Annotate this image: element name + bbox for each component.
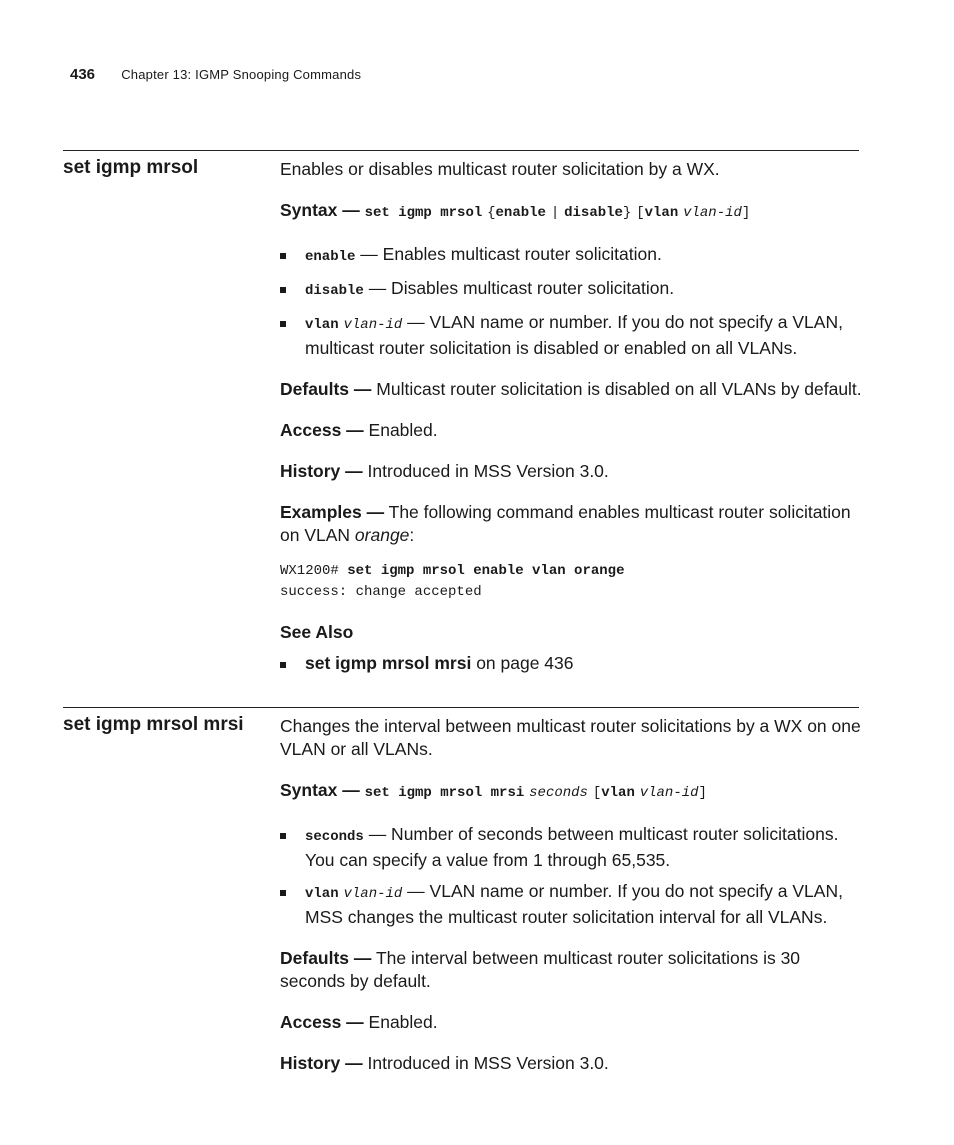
syntax-vlan: vlan: [601, 785, 635, 801]
list-item: [280, 243, 862, 269]
history-label: History —: [280, 461, 363, 481]
syntax-label: Syntax —: [280, 200, 360, 220]
syntax-bracket: [: [592, 785, 602, 801]
param-keyword: enable: [305, 249, 356, 265]
param-argument: vlan-id: [343, 317, 403, 333]
syntax-bracket: ]: [741, 205, 751, 221]
list-item: [280, 311, 862, 360]
list-item: [280, 823, 862, 872]
see-also-list: [280, 652, 862, 675]
syntax-separator: |: [550, 205, 560, 221]
syntax-label: Syntax —: [280, 780, 360, 800]
syntax-bracket: ]: [698, 785, 707, 801]
section-title-mrsol: set igmp mrsol: [63, 157, 199, 178]
parameter-list: [280, 243, 862, 360]
syntax-brace: {: [487, 205, 496, 221]
syntax-command: set igmp mrsol mrsi: [364, 785, 525, 801]
parameter-list: [280, 823, 862, 929]
chapter-title: Chapter 13: IGMP Snooping Commands: [121, 67, 362, 82]
defaults-text: The interval between multicast router solicitations is 30 seconds by default.: [280, 948, 801, 991]
syntax-bracket: [: [636, 205, 645, 221]
defaults-label: Defaults —: [280, 948, 372, 968]
page-number: 436: [70, 66, 96, 83]
code-output: success: change accepted: [280, 584, 482, 600]
defaults-label: Defaults —: [280, 379, 372, 399]
param-keyword: seconds: [305, 829, 364, 845]
list-item: [280, 277, 862, 303]
description: Changes the interval between multicast router solicitations by a WX on one VLAN or all VLANs.: [280, 716, 861, 759]
history-label: History —: [280, 1053, 363, 1073]
defaults: [280, 378, 862, 401]
syntax-enable: enable: [495, 205, 546, 221]
history: [280, 460, 862, 483]
see-also-heading: See Also: [280, 622, 354, 642]
param-argument: vlan-id: [343, 886, 403, 902]
history-text: Introduced in MSS Version 3.0.: [367, 461, 609, 481]
syntax-vlan-id: vlan-id: [639, 785, 699, 801]
access-text: Enabled.: [368, 1012, 438, 1032]
access: [280, 419, 862, 442]
examples-label: Examples —: [280, 502, 385, 522]
syntax-vlan: vlan: [644, 205, 679, 221]
section-divider: [63, 150, 859, 151]
examples-text: The following command enables multicast router solicitation on VLAN: [280, 502, 851, 545]
section-divider: [63, 707, 859, 708]
syntax-command: set igmp mrsol: [364, 205, 483, 221]
param-description: — VLAN name or number. If you do not specify a VLAN, MSS changes the multicast router solicitation interval for all VLANs.: [305, 881, 843, 927]
syntax-line: [280, 199, 862, 225]
history-text: Introduced in MSS Version 3.0.: [367, 1053, 609, 1073]
access-label: Access —: [280, 1012, 364, 1032]
description: Enables or disables multicast router solicitation by a WX.: [280, 159, 720, 179]
defaults: [280, 947, 862, 993]
access-text: Enabled.: [368, 420, 438, 440]
examples-colon: :: [409, 525, 415, 545]
code-example: [280, 561, 862, 603]
param-keyword: vlan: [305, 886, 339, 902]
param-description: — VLAN name or number. If you do not specify a VLAN, multicast router solicitation is disabled or enabled on all VLANs.: [305, 312, 843, 358]
param-keyword: vlan: [305, 317, 339, 333]
history: [280, 1052, 862, 1075]
access-label: Access —: [280, 420, 364, 440]
list-item: [280, 652, 862, 675]
section-body-mrsol: [280, 158, 862, 693]
syntax-brace: }: [622, 205, 632, 221]
code-command: set igmp mrsol enable vlan orange: [347, 563, 625, 579]
access: [280, 1011, 862, 1034]
page-header: [70, 66, 361, 83]
see-also-link[interactable]: set igmp mrsol mrsi: [305, 653, 472, 673]
section-body-mrsi: [280, 715, 862, 1093]
list-item: [280, 880, 862, 929]
defaults-text: Multicast router solicitation is disabled on all VLANs by default.: [376, 379, 862, 399]
syntax-seconds: seconds: [529, 785, 588, 801]
syntax-line: [280, 779, 862, 805]
param-keyword: disable: [305, 283, 364, 299]
syntax-vlan-id: vlan-id: [683, 205, 742, 221]
syntax-disable: disable: [564, 205, 623, 221]
param-description: — Disables multicast router solicitation.: [368, 278, 675, 298]
examples: [280, 501, 862, 547]
section-title-mrsi: set igmp mrsol mrsi: [63, 714, 244, 735]
examples-vlan: orange: [354, 525, 410, 545]
code-prompt: WX1200#: [280, 563, 339, 579]
see-also-page: on page 436: [476, 653, 574, 673]
param-description: — Enables multicast router solicitation.: [360, 244, 662, 264]
param-description: — Number of seconds between multicast router solicitations. You can specify a value from 1 through 65,535.: [305, 824, 839, 870]
